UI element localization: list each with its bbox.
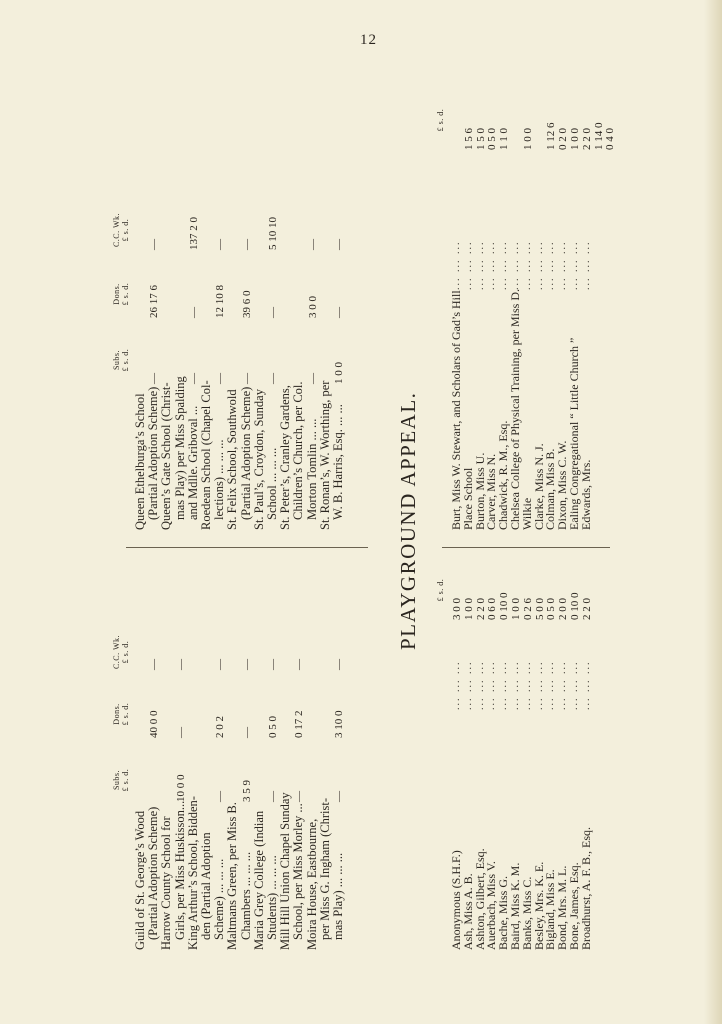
- amount-subs: —: [240, 373, 253, 384]
- dot-leader: ... ... ...: [486, 240, 498, 290]
- playground-amount: 2 2 0: [474, 598, 487, 620]
- amount-subs: —: [333, 791, 345, 802]
- amount-subs: 3 5 9: [240, 780, 253, 802]
- dot-leader: ... ... ...: [580, 240, 592, 290]
- entry-line: and Mdlle. Griboval ...: [185, 405, 200, 520]
- amount-subs: 1 0 0: [333, 362, 345, 384]
- amount-dons: 3 0 0: [306, 296, 319, 318]
- playground-donor: Ealing Congregational “ Little Church ”: [567, 337, 581, 530]
- playground-donor: Broadhurst, A. F. B., Esq.: [578, 826, 593, 950]
- playground-amount: 0 2 6: [521, 598, 534, 620]
- dot-leader: ... ... ...: [545, 660, 557, 710]
- amount-subs: —: [214, 791, 227, 802]
- entry-line: W. B. Harris, Esq. ... ...: [331, 404, 345, 520]
- dot-leader: ... ... ...: [498, 660, 510, 710]
- playground-donor: Dixon, Miss C. W.: [555, 440, 570, 530]
- amount-dons: 3 10 0: [333, 710, 345, 738]
- amount-cc: —: [214, 239, 227, 250]
- playground-donor: Banks, Miss C.: [519, 876, 534, 950]
- column-divider-top: [126, 547, 368, 548]
- playground-donor: Wilkie: [519, 497, 534, 530]
- playground-donor: Burt, Miss W. Stewart, and Scholars of Gad’s Hill: [449, 290, 463, 530]
- playground-donor: Carver, Miss N.: [484, 453, 499, 530]
- playground-amount: 1 1 0: [498, 128, 511, 150]
- dot-leader: ... ... ...: [498, 240, 510, 290]
- amount-dons: —: [174, 727, 187, 738]
- dot-leader: ... ... ...: [521, 660, 533, 710]
- amount-dons: 39 6 0: [240, 290, 253, 318]
- playground-amount: 0 10 0: [569, 592, 581, 620]
- playground-amount: 0 10 0: [498, 592, 511, 620]
- playground-donor: Bache, Miss G.: [496, 876, 511, 950]
- amount-cc: —: [214, 659, 227, 670]
- entry-line: Scheme) ... ... ...: [212, 858, 227, 940]
- playground-donor: Place School: [460, 467, 475, 530]
- entry-line: Children’s Church, per Col.: [291, 381, 306, 520]
- entry-line: Maltmans Green, per Miss B.: [225, 802, 240, 950]
- entry-line: School, per Miss Morley ...: [291, 803, 306, 940]
- dot-leader: ... ... ...: [545, 240, 557, 290]
- entry-line: mas Play) per Miss Spalding: [172, 376, 187, 520]
- amount-cc: —: [293, 659, 306, 670]
- amount-subs: 10 0 0: [174, 774, 187, 802]
- dot-leader: ... ... ...: [521, 240, 533, 290]
- entry-line: St. Ronan’s, W. Worthing, per: [317, 380, 332, 530]
- entry-line: School ... ... ...: [265, 447, 279, 520]
- playground-amount: 0 4 0: [604, 128, 617, 150]
- playground-amount: 1 0 0: [462, 598, 475, 620]
- page-number: 12: [360, 32, 377, 48]
- amount-cc: —: [240, 659, 253, 670]
- amount-dons: 12 10 8: [214, 285, 227, 318]
- entry-line: Queen’s Gate School (Christ-: [159, 382, 174, 530]
- playground-donor: Chadwick, R. M., Esq.: [496, 420, 511, 530]
- dot-leader: ... ... ...: [486, 660, 498, 710]
- entry-line: St. Paul’s, Croydon, Sunday: [251, 389, 266, 530]
- entry-line: (Partial Adoption Scheme): [146, 386, 161, 520]
- amount-subs: —: [214, 373, 227, 384]
- entry-line: mas Play) ... ... ...: [331, 852, 345, 940]
- rotated-content: [104, 70, 624, 950]
- playground-donor: Bond, Mrs. M. L.: [555, 865, 570, 950]
- entry-line: Harrow County School for: [159, 816, 174, 950]
- dot-leader: ... ... ...: [569, 660, 580, 710]
- playground-appeal-title: PLAYGROUND APPEAL.: [396, 391, 420, 650]
- entry-line: Mill Hill Union Chapel Sunday: [278, 792, 293, 950]
- amount-subs: —: [148, 373, 161, 384]
- playground-amount: 0 2 0: [557, 128, 570, 150]
- dot-leader: ... ... ...: [474, 240, 486, 290]
- playground-amount: 2 2 0: [580, 598, 593, 620]
- amount-cc: —: [240, 239, 253, 250]
- dot-leader: ... ... ...: [533, 660, 545, 710]
- dons-header-left: Dons. £ s. d.: [112, 702, 130, 726]
- amount-subs: —: [267, 791, 279, 802]
- amount-dons: 26 17 6: [148, 285, 161, 318]
- playground-amount: 2 2 0: [580, 128, 593, 150]
- amount-subs: —: [293, 791, 306, 802]
- entry-line: St. Peter’s, Cranley Gardens,: [278, 385, 293, 530]
- lsd-header-playground-right: £ s. d.: [436, 108, 445, 132]
- dot-leader: ... ... ...: [462, 660, 474, 710]
- entry-line: (Partial Adoption Scheme): [146, 806, 161, 940]
- dot-leader: ... ... ...: [557, 660, 569, 710]
- playground-amount: 0 6 0: [486, 598, 499, 620]
- amount-cc: —: [306, 239, 319, 250]
- entry-line: Roedean School (Chapel Col-: [199, 380, 213, 530]
- dot-leader: ... ... ...: [510, 660, 521, 710]
- dot-leader: ... ... ...: [533, 240, 545, 290]
- page-edge: [704, 0, 722, 1024]
- amount-subs: —: [267, 373, 279, 384]
- playground-donor: Auerbach, Miss V.: [484, 861, 499, 950]
- entry-line: Chambers ... ... ...: [238, 851, 253, 940]
- subs-header-left: Subs. £ s. d.: [112, 768, 130, 792]
- entry-line: Guild of St. George’s Wood: [133, 810, 147, 950]
- playground-amount: 1 0 0: [569, 128, 581, 150]
- amount-dons: 2 0 2: [214, 716, 227, 738]
- playground-donor: Chelsea College of Physical Training, per Miss D.: [508, 289, 522, 530]
- playground-amount: 0 5 0: [486, 128, 499, 150]
- entry-line: den (Partial Adoption: [199, 832, 213, 940]
- playground-amount: 3 0 0: [451, 598, 463, 620]
- playground-amount: 1 5 0: [474, 128, 487, 150]
- playground-donor: Bigland, Miss E.: [543, 869, 558, 950]
- dot-leader: ... ... ...: [557, 240, 569, 290]
- amount-cc: 137 2 0: [187, 217, 200, 250]
- lsd-header-playground-left: £ s. d.: [436, 578, 445, 602]
- playground-donor: Baird, Miss K. M.: [508, 862, 522, 950]
- subs-header-right: Subs. £ s. d.: [112, 348, 130, 372]
- amount-cc: —: [267, 659, 279, 670]
- dot-leader: ... ... ...: [451, 660, 462, 710]
- dot-leader: ... ... ...: [580, 660, 592, 710]
- amount-dons: 0 5 0: [267, 716, 279, 738]
- amount-subs: —: [187, 373, 200, 384]
- dons-header-right: Dons. £ s. d.: [112, 282, 130, 306]
- playground-amount: 1 14 0: [592, 122, 605, 150]
- entry-line: Morton Tomlin ... ...: [304, 418, 319, 520]
- dot-leader: ... ... ...: [569, 240, 580, 290]
- entry-line: per Miss G. Ingham (Christ-: [317, 798, 332, 940]
- entry-line: Students) ... ... ...: [265, 855, 279, 940]
- entry-line: Maria Grey College (Indian: [251, 810, 266, 950]
- amount-dons: 40 0 0: [148, 710, 161, 738]
- playground-amount: 5 0 0: [533, 598, 546, 620]
- amount-dons: —: [333, 307, 345, 318]
- amount-cc: —: [148, 659, 161, 670]
- entry-line: (Partial Adoption Scheme): [238, 386, 253, 520]
- amount-dons: —: [240, 727, 253, 738]
- amount-dons: —: [267, 307, 279, 318]
- amount-cc: —: [174, 659, 187, 670]
- entry-line: Moira House, Eastbourne,: [304, 818, 319, 950]
- ccwk-header-right: C.C. Wk. £ s. d.: [112, 212, 130, 248]
- amount-dons: 0 17 2: [293, 710, 306, 738]
- playground-donor: Ashton, Gilbert, Esq.: [472, 848, 487, 950]
- amount-cc: 5 10 10: [267, 217, 279, 250]
- playground-amount: 1 0 0: [521, 128, 534, 150]
- playground-donor: Clarke, Miss N. J.: [531, 443, 546, 530]
- playground-amount: 0 5 0: [545, 598, 558, 620]
- amount-dons: —: [187, 307, 200, 318]
- amount-cc: —: [333, 659, 345, 670]
- dot-leader: ... ... ...: [451, 240, 462, 290]
- playground-donor: Besley, Mrs. K. E.: [531, 861, 546, 950]
- entry-line: Girls, per Miss Huskisson...: [172, 800, 187, 940]
- playground-amount: 1 5 6: [462, 128, 475, 150]
- amount-cc: —: [333, 239, 345, 250]
- dot-leader: ... ... ...: [474, 660, 486, 710]
- dot-leader: ... ... ...: [462, 240, 474, 290]
- amount-subs: —: [306, 373, 319, 384]
- playground-amount: 1 0 0: [510, 598, 522, 620]
- entry-line: King Arthur’s School, Bidden-: [185, 796, 200, 950]
- dot-leader: ... ... ...: [510, 240, 521, 290]
- entry-line: St. Felix School, Southwold: [225, 389, 240, 530]
- playground-donor: Edwards, Mrs.: [578, 459, 593, 530]
- playground-amount: 2 0 0: [557, 598, 570, 620]
- playground-amount: 1 12 6: [545, 122, 558, 150]
- playground-donor: Colman, Miss B.: [543, 448, 558, 530]
- playground-donor: Bone, James, Esq.: [567, 862, 581, 950]
- playground-donor: Burton, Miss U.: [472, 452, 487, 530]
- column-divider-bottom: [442, 547, 610, 548]
- playground-donor: Anonymous (S.H.F.): [449, 850, 463, 950]
- ccwk-header-left: C.C. Wk. £ s. d.: [112, 634, 130, 670]
- entry-line: Queen Ethelburga’s School: [133, 393, 147, 530]
- entry-line: lections) ... ... ...: [212, 439, 227, 520]
- playground-donor: Ash, Miss A. B.: [460, 873, 475, 950]
- amount-cc: —: [148, 239, 161, 250]
